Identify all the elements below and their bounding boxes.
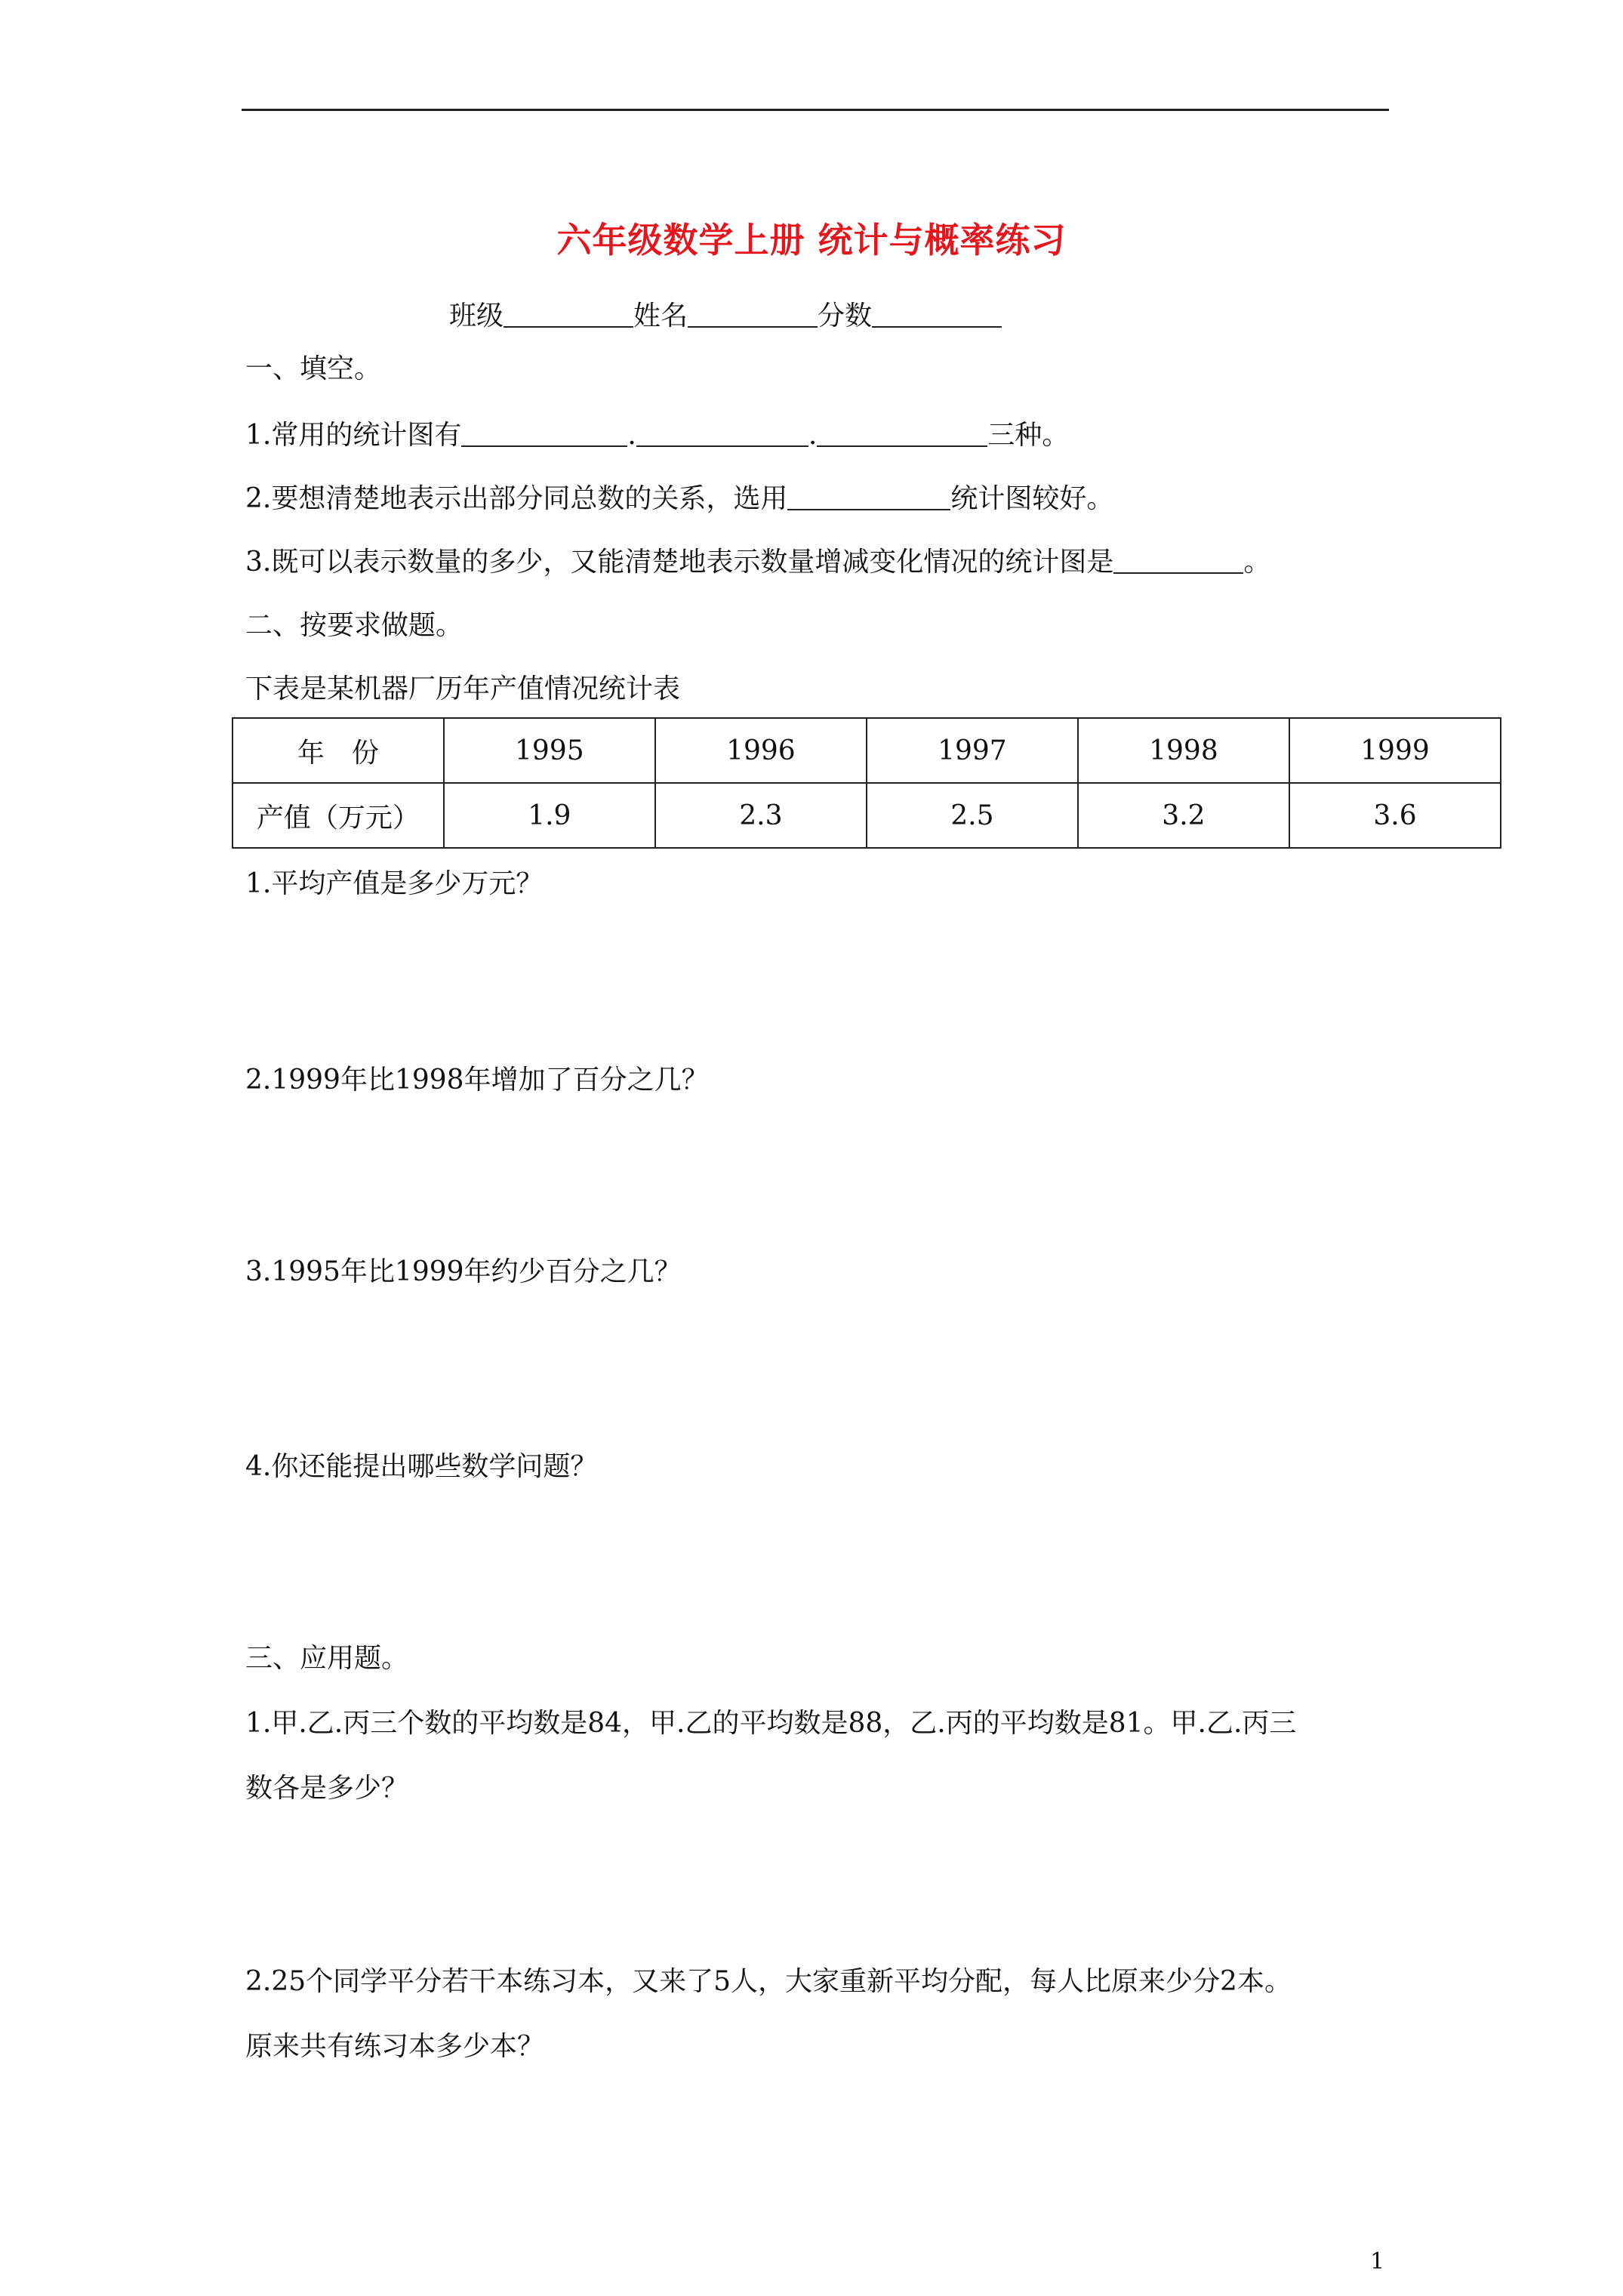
table-row-output xyxy=(233,783,1501,848)
table-header-year: 年 份 xyxy=(233,718,444,783)
q1-3-prefix: 3.既可以表示数量的多少，又能清楚地表示数量增减变化情况的统计图是 xyxy=(245,547,1114,578)
table-header-output: 产值（万元） xyxy=(233,783,444,848)
table-cell: 1996 xyxy=(655,718,867,783)
section-3-heading: 三、应用题。 xyxy=(245,1643,409,1674)
question-3-1-line-1: 1.甲.乙.丙三个数的平均数是84，甲.乙的平均数是88，乙.丙的平均数是81。甲.乙.丙三 xyxy=(245,1708,1297,1739)
question-2-1: 1.平均产值是多少万元？ xyxy=(245,868,544,899)
q1-1-suffix: 三种。 xyxy=(987,420,1070,451)
q1-2-prefix: 2.要想清楚地表示出部分同总数的关系，选用 xyxy=(245,483,788,514)
q1-2-suffix: 统计图较好。 xyxy=(950,483,1114,514)
question-1-1 xyxy=(245,414,1069,452)
table-cell: 3.2 xyxy=(1078,783,1289,848)
section-1-heading: 一、填空。 xyxy=(245,353,382,384)
question-3-2-line-2: 原来共有练习本多少本？ xyxy=(245,2031,545,2062)
q1-1-sep-b: . xyxy=(808,420,818,451)
table-cell: 1995 xyxy=(444,718,655,783)
table-cell: 2.3 xyxy=(655,783,867,848)
name-blank[interactable] xyxy=(688,300,818,328)
name-label: 姓名 xyxy=(633,300,688,331)
table-cell: 2.5 xyxy=(867,783,1078,848)
score-blank[interactable] xyxy=(872,300,1002,328)
table-cell: 1998 xyxy=(1078,718,1289,783)
question-2-3: 3.1995年比1999年约少百分之几？ xyxy=(245,1256,682,1287)
q1-1-sep-a: . xyxy=(627,420,636,451)
header-rule xyxy=(242,109,1389,111)
question-1-3 xyxy=(245,541,1270,579)
production-table xyxy=(232,717,1501,849)
question-3-1-line-2: 数各是多少？ xyxy=(245,1773,409,1804)
q1-3-suffix: 。 xyxy=(1243,547,1271,578)
table-cell: 3.6 xyxy=(1289,783,1501,848)
question-1-2 xyxy=(245,477,1113,516)
table-cell: 1.9 xyxy=(444,783,655,848)
page-number: 1 xyxy=(1370,2248,1385,2275)
q1-2-blank[interactable] xyxy=(787,483,950,510)
table-cell: 1999 xyxy=(1289,718,1501,783)
score-label: 分数 xyxy=(818,300,873,331)
table-caption: 下表是某机器厂历年产值情况统计表 xyxy=(245,673,681,704)
q1-3-blank[interactable] xyxy=(1113,547,1243,574)
page-title: 六年级数学上册 统计与概率练习 xyxy=(556,220,1067,260)
question-2-4: 4.你还能提出哪些数学问题？ xyxy=(245,1451,598,1482)
q1-1-blank-b[interactable] xyxy=(636,420,808,447)
q1-1-blank-c[interactable] xyxy=(817,420,987,447)
table-row-year xyxy=(233,718,1501,783)
question-2-2: 2.1999年比1998年增加了百分之几？ xyxy=(245,1065,709,1096)
section-2-heading: 二、按要求做题。 xyxy=(245,610,463,641)
q1-1-prefix: 1.常用的统计图有 xyxy=(245,420,462,451)
class-label: 班级 xyxy=(449,300,504,331)
q1-1-blank-a[interactable] xyxy=(461,420,627,447)
table-cell: 1997 xyxy=(867,718,1078,783)
class-blank[interactable] xyxy=(504,300,633,328)
student-info-line xyxy=(449,294,1002,333)
question-3-2-line-1: 2.25个同学平分若干本练习本，又来了5人，大家重新平均分配，每人比原来少分2本。 xyxy=(245,1966,1292,1997)
